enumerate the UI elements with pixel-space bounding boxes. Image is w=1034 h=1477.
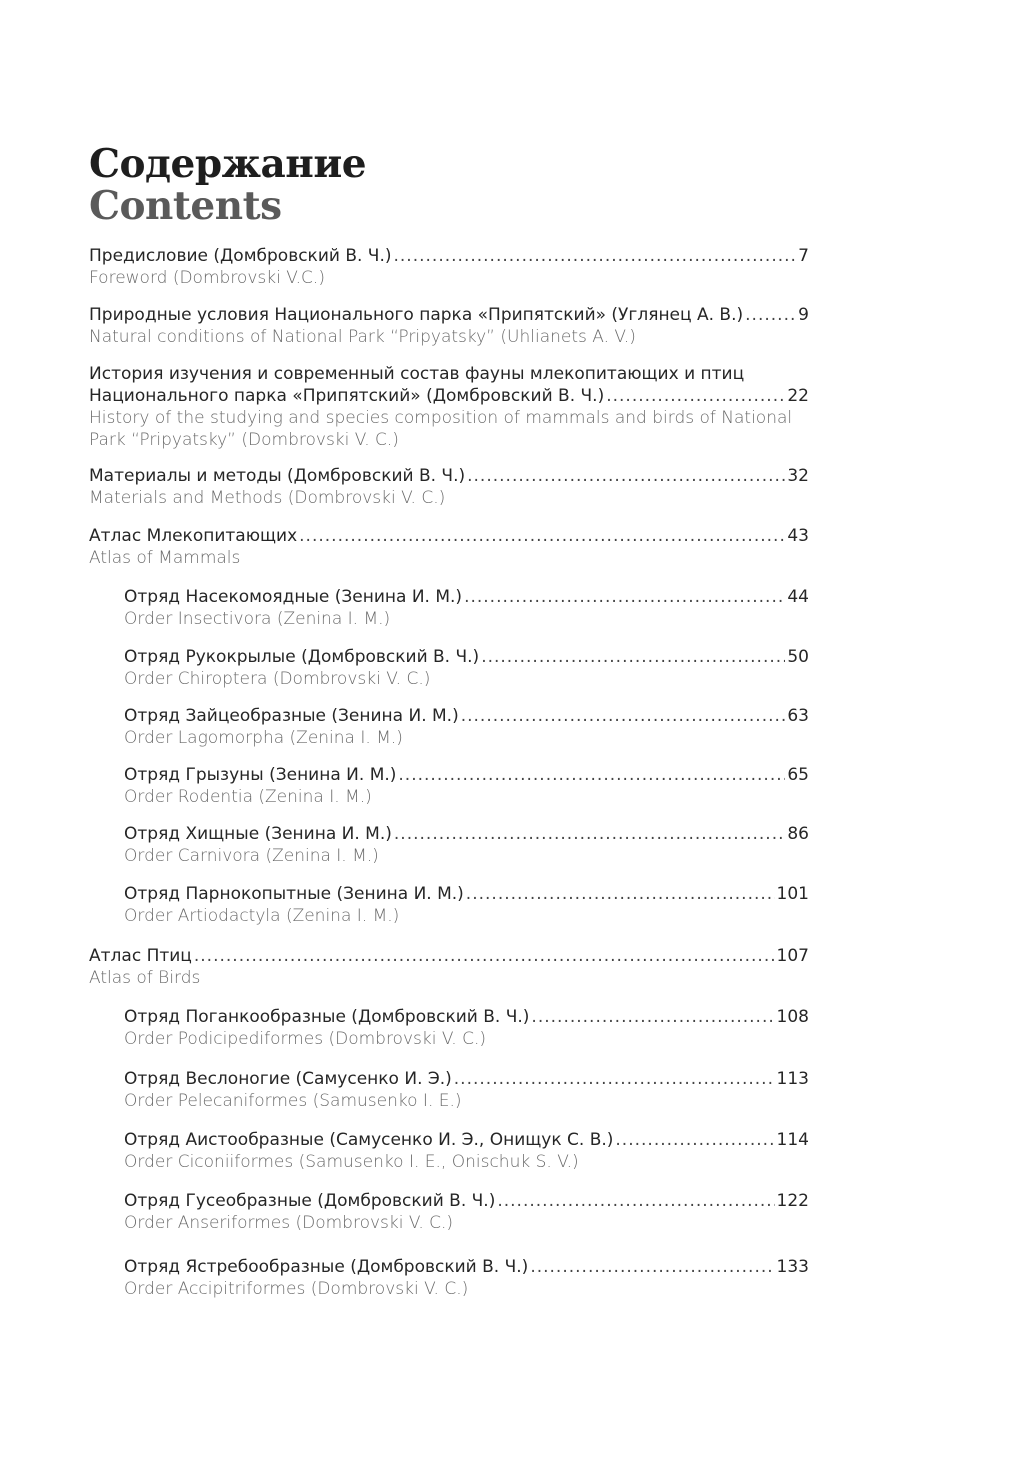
- toc-entry-atlas-birds[interactable]: [89, 945, 809, 989]
- entry-title-ru: Отряд Веслоногие (Самусенко И. Э.): [124, 1069, 452, 1089]
- entry-title-en: Order Podicipediformes (Dombrovski V. C.): [124, 1029, 486, 1049]
- dot-leader: [467, 465, 785, 487]
- page-number: 32: [787, 466, 809, 486]
- entry-title-en: Atlas of Mammals: [89, 548, 241, 568]
- entry-title-en: Order Pelecaniformes (Samusenko I. E.): [124, 1091, 462, 1111]
- toc-entry-foreword[interactable]: [89, 245, 809, 289]
- dot-leader: [606, 385, 785, 407]
- entry-title-en: Natural conditions of National Park “Pripyatsky” (Uhlianets A. V.): [89, 327, 636, 347]
- dot-leader: [497, 1190, 774, 1212]
- page-title-en: Contents: [89, 183, 282, 229]
- toc-entry-lagomorpha[interactable]: [124, 705, 809, 749]
- toc-entry-atlas-mammals[interactable]: [89, 525, 809, 569]
- page-number: 101: [776, 884, 809, 904]
- dot-leader: [481, 646, 785, 668]
- page-title-ru: Содержание: [89, 141, 367, 187]
- entry-title-en: Order Artiodactyla (Zenina I. M.): [124, 906, 400, 926]
- page-number: 22: [787, 386, 809, 406]
- entry-title-en-first: History of the studying and species composition of mammals and birds of National: [89, 408, 793, 428]
- toc-entry-rodentia[interactable]: [124, 764, 809, 808]
- page-number: 63: [787, 706, 809, 726]
- entry-title-en: Park “Pripyatsky” (Dombrovski V. C.): [89, 430, 399, 450]
- toc-entry-artiodactyla[interactable]: [124, 883, 809, 927]
- dot-leader: [530, 1256, 774, 1278]
- page-number: 86: [787, 824, 809, 844]
- toc-entry-carnivora[interactable]: [124, 823, 809, 867]
- page-number: 114: [776, 1130, 809, 1150]
- page-number: 108: [776, 1007, 809, 1027]
- dot-leader: [299, 525, 785, 547]
- page-number: 122: [776, 1191, 809, 1211]
- dot-leader: [461, 705, 786, 727]
- page-number: 9: [798, 305, 809, 325]
- toc-entry-accipitriformes[interactable]: [124, 1256, 809, 1300]
- dot-leader: [454, 1068, 775, 1090]
- page-number: 65: [787, 765, 809, 785]
- entry-title-en: Foreword (Dombrovski V.C.): [89, 268, 325, 288]
- toc-entry-anseriformes[interactable]: [124, 1190, 809, 1234]
- dot-leader: [466, 883, 775, 905]
- toc-entry-history[interactable]: [89, 363, 809, 451]
- entry-title-en: Order Rodentia (Zenina I. M.): [124, 787, 372, 807]
- toc-entry-ciconiiformes[interactable]: [124, 1129, 809, 1173]
- entry-title-ru: Материалы и методы (Домбровский В. Ч.): [89, 466, 466, 486]
- page-number: 43: [787, 526, 809, 546]
- entry-title-en: Order Ciconiiformes (Samusenko I. E., Onischuk S. V.): [124, 1152, 579, 1172]
- entry-title-ru: Отряд Поганкообразные (Домбровский В. Ч.): [124, 1007, 530, 1027]
- entry-title-ru: Природные условия Национального парка «Припятский» (Углянец А. В.): [89, 305, 744, 325]
- toc-entry-chiroptera[interactable]: [124, 646, 809, 690]
- dot-leader: [464, 586, 785, 608]
- entry-title-ru: Отряд Гусеобразные (Домбровский В. Ч.): [124, 1191, 496, 1211]
- toc-entry-pelecaniformes[interactable]: [124, 1068, 809, 1112]
- dot-leader: [394, 245, 797, 267]
- page-number: 107: [776, 946, 809, 966]
- entry-title-ru: Отряд Хищные (Зенина И. М.): [124, 824, 392, 844]
- entry-title-ru: Отряд Ястребообразные (Домбровский В. Ч.): [124, 1257, 529, 1277]
- dot-leader: [194, 945, 775, 967]
- dot-leader: [398, 764, 785, 786]
- toc-entry-podicipediformes[interactable]: [124, 1006, 809, 1050]
- entry-title-ru: Отряд Грызуны (Зенина И. М.): [124, 765, 397, 785]
- entry-title-ru: Отряд Зайцеобразные (Зенина И. М.): [124, 706, 459, 726]
- toc-entry-natural-conditions[interactable]: [89, 304, 809, 348]
- entry-title-en: Order Lagomorpha (Zenina I. M.): [124, 728, 403, 748]
- entry-title-ru: Атлас Птиц: [89, 946, 192, 966]
- dot-leader: [745, 304, 796, 326]
- dot-leader: [531, 1006, 774, 1028]
- page-number: 113: [776, 1069, 809, 1089]
- page-number: 133: [776, 1257, 809, 1277]
- entry-title-ru: Предисловие (Домбровский В. Ч.): [89, 246, 392, 266]
- dot-leader: [615, 1129, 774, 1151]
- entry-title-en: Order Carnivora (Zenina I. M.): [124, 846, 379, 866]
- entry-title-en: Materials and Methods (Dombrovski V. C.): [89, 488, 446, 508]
- entry-title-en: Order Insectivora (Zenina I. M.): [124, 609, 391, 629]
- entry-title-ru: Отряд Насекомоядные (Зенина И. М.): [124, 587, 463, 607]
- entry-title-en: Atlas of Birds: [89, 968, 201, 988]
- entry-title-en: Order Anseriformes (Dombrovski V. C.): [124, 1213, 454, 1233]
- entry-title-ru: Отряд Рукокрылые (Домбровский В. Ч.): [124, 647, 480, 667]
- page-number: 44: [787, 587, 809, 607]
- dot-leader: [394, 823, 785, 845]
- entry-title-ru: Отряд Аистообразные (Самусенко И. Э., Онищук С. В.): [124, 1130, 614, 1150]
- page-number: 7: [798, 246, 809, 266]
- entry-title-ru: Отряд Парнокопытные (Зенина И. М.): [124, 884, 464, 904]
- entry-title-ru: Национального парка «Припятский» (Домбровский В. Ч.): [89, 386, 605, 406]
- toc-entry-materials[interactable]: [89, 465, 809, 509]
- page-number: 50: [787, 647, 809, 667]
- toc-entry-insectivora[interactable]: [124, 586, 809, 630]
- entry-title-en: Order Accipitriformes (Dombrovski V. C.): [124, 1279, 469, 1299]
- entry-title-ru: Атлас Млекопитающих: [89, 526, 298, 546]
- entry-title-en: Order Chiroptera (Dombrovski V. C.): [124, 669, 431, 689]
- entry-title-ru-first: История изучения и современный состав фауны млекопитающих и птиц: [89, 364, 745, 384]
